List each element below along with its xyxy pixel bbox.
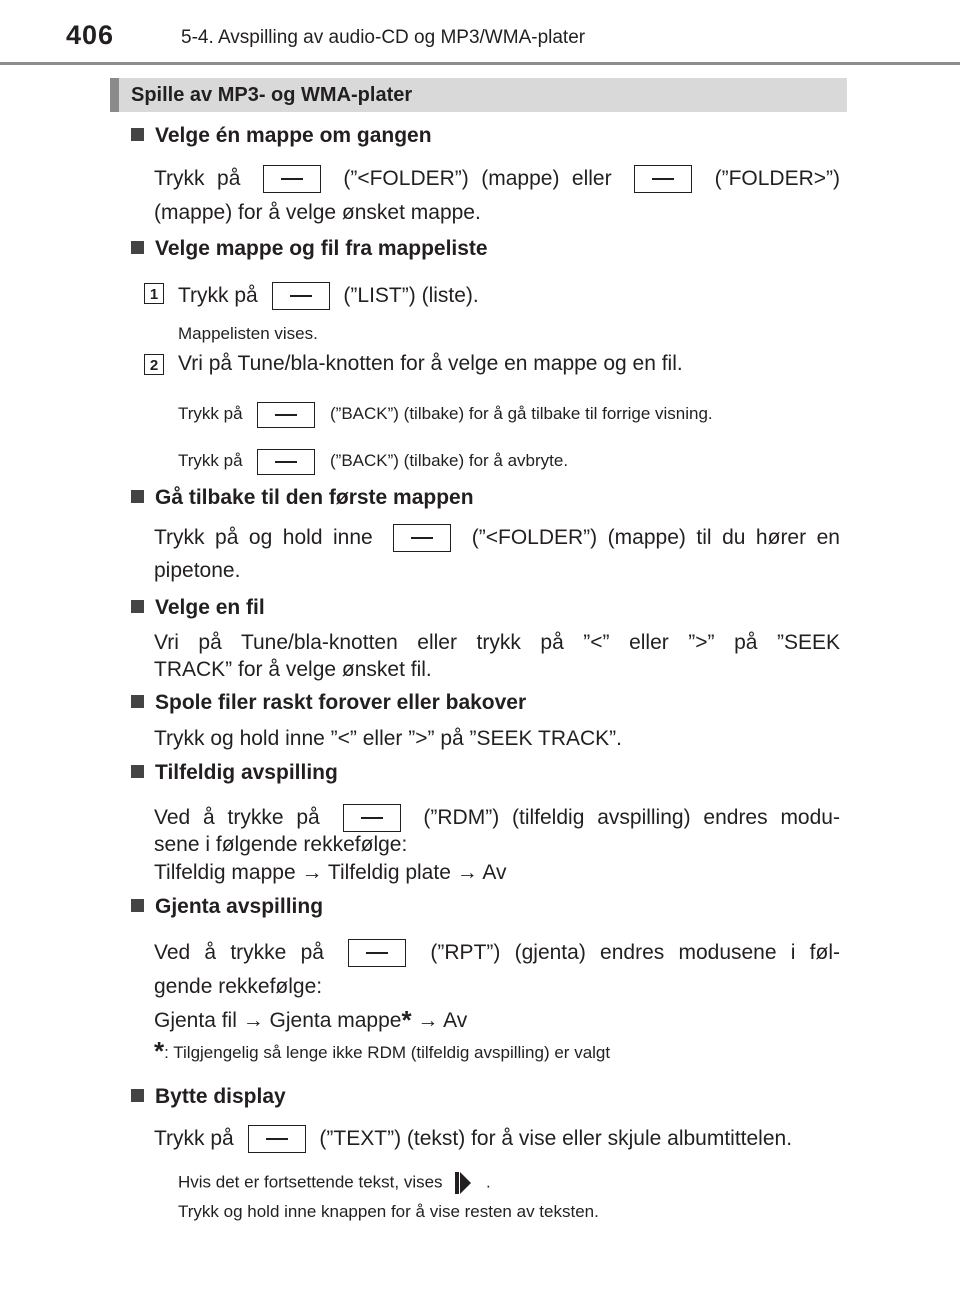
- bullet-square-icon: [131, 241, 144, 254]
- text-button[interactable]: [248, 1125, 306, 1153]
- bullet-square-icon: [131, 695, 144, 708]
- step-1-note: Mappelisten vises.: [178, 324, 318, 343]
- back-button[interactable]: [257, 402, 315, 428]
- folder-next-button[interactable]: [634, 165, 692, 193]
- paragraph: gende rekkefølge:: [154, 975, 323, 998]
- paragraph: TRACK” for å velge ønsket fil.: [154, 658, 432, 681]
- footnote-marker: *: [154, 1036, 165, 1066]
- bullet-square-icon: [131, 490, 144, 503]
- step-number-1: 1: [144, 283, 164, 304]
- continue-arrow-icon: [453, 1170, 475, 1196]
- page-number: 406: [66, 20, 115, 50]
- heading-mappeliste: Velge mappe og fil fra mappeliste: [131, 237, 488, 261]
- section-title-bar: [110, 78, 847, 112]
- list-button[interactable]: [272, 282, 330, 310]
- step-number-2: 2: [144, 354, 164, 375]
- heading-forste-mappe: Gå tilbake til den første mappen: [131, 486, 474, 510]
- bullet-square-icon: [131, 600, 144, 613]
- heading-bytte-display: Bytte display: [131, 1085, 286, 1109]
- paragraph: Ved å trykke på (”RDM”) (tilfeldig avspilling) endres modu-: [154, 801, 840, 835]
- running-head: 5-4. Avspilling av audio-CD og MP3/WMA-plater: [181, 27, 586, 48]
- footnote: *: Tilgjengelig så lenge ikke RDM (tilfeldig avspilling) er valgt: [154, 1036, 611, 1066]
- rpt-button[interactable]: [348, 939, 406, 967]
- back-button[interactable]: [257, 449, 315, 475]
- paragraph: Trykk på (”<FOLDER”) (mappe) eller (”FOLDER>”): [154, 162, 840, 196]
- note-back-cancel: Trykk på (”BACK”) (tilbake) for å avbryte.: [178, 446, 568, 476]
- folder-prev-button[interactable]: [263, 165, 321, 193]
- rdm-button[interactable]: [343, 804, 401, 832]
- note-back: Trykk på (”BACK”) (tilbake) for å gå tilbake til forrige visning.: [178, 399, 713, 429]
- heading-tilfeldig: Tilfeldig avspilling: [131, 761, 338, 785]
- paragraph: Gjenta fil → Gjenta mappe* → Av: [154, 1005, 468, 1035]
- paragraph: Vri på Tune/bla-knotten eller trykk på ”<” eller ”>” på ”SEEK: [154, 631, 840, 654]
- paragraph: Trykk på og hold inne (”<FOLDER”) (mappe) til du hører en: [154, 521, 840, 555]
- folder-prev-button[interactable]: [393, 524, 451, 552]
- heading-velge-fil: Velge en fil: [131, 596, 265, 620]
- heading-spole: Spole filer raskt forover eller bakover: [131, 691, 526, 715]
- section-title: Spille av MP3- og WMA-plater: [131, 84, 413, 106]
- step-1-text: Trykk på (”LIST”) (liste).: [178, 279, 479, 313]
- paragraph: Trykk og hold inne ”<” eller ”>” på ”SEEK TRACK”.: [154, 727, 622, 750]
- bullet-square-icon: [131, 128, 144, 141]
- heading-gjenta: Gjenta avspilling: [131, 895, 323, 919]
- step-2-text: Vri på Tune/bla-knotten for å velge en mappe og en fil.: [178, 352, 683, 375]
- paragraph: Trykk på (”TEXT”) (tekst) for å vise eller skjule albumtittelen.: [154, 1122, 792, 1156]
- bullet-square-icon: [131, 765, 144, 778]
- bullet-square-icon: [131, 899, 144, 912]
- paragraph: Ved å trykke på (”RPT”) (gjenta) endres modusene i føl-: [154, 936, 840, 970]
- heading-velge-mappe: Velge én mappe om gangen: [131, 124, 432, 148]
- header-rule: [0, 62, 960, 65]
- paragraph: pipetone.: [154, 559, 241, 582]
- paragraph: sene i følgende rekkefølge: Tilfeldig mappe → Tilfeldig plate → Av: [154, 833, 507, 884]
- note-continuation: Hvis det er fortsettende tekst, vises .: [178, 1170, 491, 1196]
- bullet-square-icon: [131, 1089, 144, 1102]
- footnote-marker: *: [401, 1005, 412, 1035]
- note-hold: Trykk og hold inne knappen for å vise resten av teksten.: [178, 1202, 599, 1221]
- paragraph: (mappe) for å velge ønsket mappe.: [154, 201, 481, 224]
